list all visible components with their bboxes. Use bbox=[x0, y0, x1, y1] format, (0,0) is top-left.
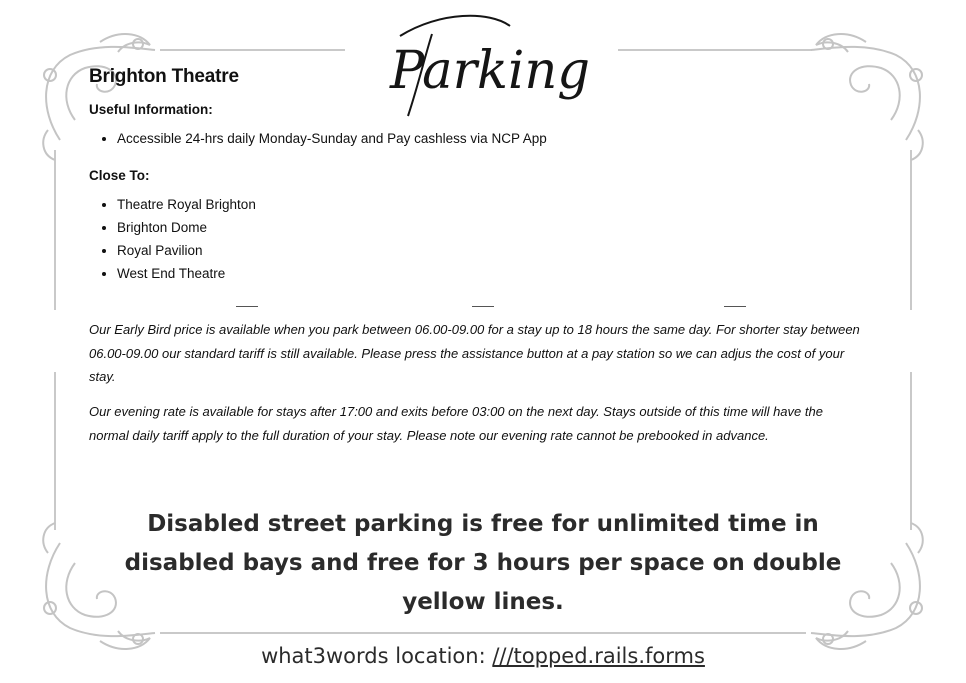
separator-dash bbox=[472, 306, 494, 307]
list-item: • West End Theatre bbox=[117, 262, 879, 285]
separator-dash bbox=[236, 306, 258, 307]
parking-info-document bbox=[89, 66, 879, 285]
useful-info-list bbox=[89, 127, 879, 150]
close-to-list bbox=[89, 193, 879, 285]
svg-text:Parking: Parking bbox=[389, 41, 590, 101]
disabled-parking-notice: Disabled street parking is free for unlimited time in disabled bays and free for 3 hours per space on double yellow lines. bbox=[124, 511, 842, 615]
what3words-link[interactable]: ///topped.rails.forms bbox=[492, 644, 705, 668]
list-item: • Theatre Royal Brighton bbox=[117, 193, 879, 216]
separator-dashes bbox=[0, 300, 966, 310]
list-item: • Accessible 24-hrs daily Monday-Sunday and Pay cashless via NCP App bbox=[117, 127, 879, 150]
list-item: • Brighton Dome bbox=[117, 216, 879, 239]
separator-dash bbox=[724, 306, 746, 307]
venue-title: Brighton Theatre bbox=[89, 66, 239, 87]
evening-rate-paragraph: Our evening rate is available for stays after 17:00 and exits before 03:00 on the next day. Stays outside of this time will have the normal daily tariff apply to the full duration of your stay. Please note our evening rate cannot be prebooked in advance. bbox=[89, 404, 823, 443]
what3words-location bbox=[0, 644, 966, 668]
early-bird-paragraph: Our Early Bird price is available when you park between 06.00-09.00 for a stay up to 18 hours the same day. For shorter stay between 06.00-09.00 our standard tariff is still available. Please press the assistance button at a pay station so we can adjus the cost of your stay. bbox=[89, 322, 860, 384]
useful-info-heading: Useful Information: bbox=[89, 102, 213, 117]
list-item: • Royal Pavilion bbox=[117, 239, 879, 262]
location-label: what3words location: bbox=[261, 644, 493, 668]
close-to-heading: Close To: bbox=[89, 168, 150, 183]
